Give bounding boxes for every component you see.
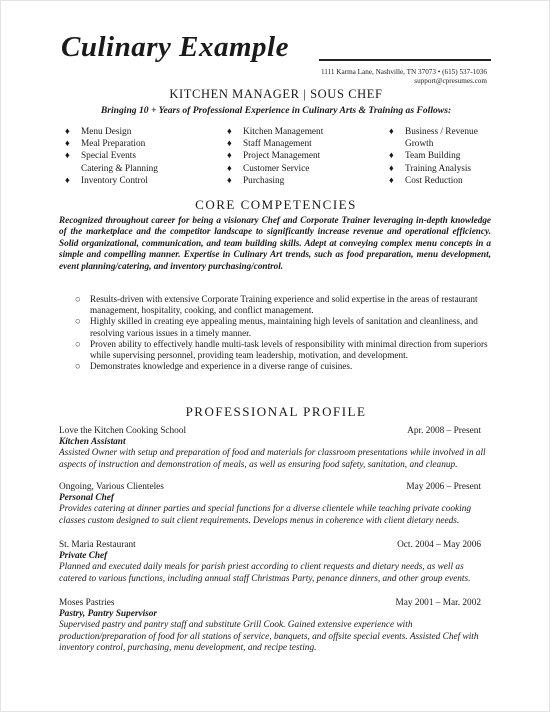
skill-item: ♦ Kitchen Management bbox=[227, 127, 324, 137]
job-dates: May 2006 – Present bbox=[406, 482, 481, 492]
competency-item: ○ Demonstrates knowledge and experience in a diverse range of cuisines. bbox=[75, 361, 353, 372]
skill-item: Catering & Planning bbox=[81, 163, 158, 174]
job-description: Provides catering at dinner parties and special functions for a diverse clientele while teaching private cooking classes custom designed to suit client requirements. Develops menus in coherence with client dietary needs. bbox=[59, 504, 471, 526]
job-entry bbox=[59, 540, 491, 585]
skill-item: Growth bbox=[405, 139, 434, 150]
skills-column-2 bbox=[227, 126, 323, 187]
job-headline: KITCHEN MANAGER | SOUS CHEF bbox=[169, 87, 383, 101]
skills-column-3 bbox=[389, 126, 478, 187]
job-description: Assisted Owner with setup and preparation of food and materials for classroom presentations while involved in all aspects of instruction and demonstration of meals, as well as ensuring food safety, sanitation, and cleanup. bbox=[59, 448, 486, 470]
job-title: Private Chef bbox=[59, 551, 108, 562]
skill-item: ♦ Customer Service bbox=[227, 163, 310, 174]
job-title: Personal Chef bbox=[59, 493, 115, 504]
competency-item: ○ Results-driven with extensive Corporate Training experience and solid expertise in the areas of restaurant management, hospitality, cooking, and conflict management. bbox=[75, 294, 478, 316]
name-underline bbox=[319, 59, 491, 61]
job-description: Planned and executed daily meals for parish priest according to client requests and dietary needs, as well as catered to various functions, including annual staff Christmas Party, penance dinners, and other group events. bbox=[59, 562, 471, 584]
job-employer: Ongoing, Various Clienteles bbox=[59, 482, 164, 492]
skill-item: ♦ Staff Management bbox=[227, 139, 312, 150]
skill-item: ♦ Inventory Control bbox=[65, 175, 148, 186]
bullet-icon: ♦ bbox=[227, 163, 232, 174]
job-employer: St. Maria Restaurant bbox=[59, 540, 136, 550]
contact-email: support@cpresumes.com bbox=[414, 76, 487, 85]
professional-profile-heading: PROFESSIONAL PROFILE bbox=[185, 404, 367, 419]
bullet-icon: ♦ bbox=[65, 175, 70, 186]
job-dates: May 2001 – Mar. 2002 bbox=[395, 598, 481, 608]
skill-item: ♦ Training Analysis bbox=[389, 163, 472, 174]
contact-address: 1111 Karma Lane, Nashville, TN 37073 • (615) 537-1036 bbox=[320, 68, 487, 76]
bullet-icon: ○ bbox=[75, 294, 81, 304]
bullet-icon: ♦ bbox=[389, 151, 394, 162]
job-dates: Oct. 2004 – May 2006 bbox=[397, 540, 481, 550]
skills-column-1 bbox=[65, 126, 158, 187]
bullet-icon: ♦ bbox=[65, 127, 70, 137]
competencies-summary: Recognized throughout career for being a visionary Chef and Corporate Trainer leveraging in-depth knowledge of the marketplace and the competitor landscape to significantly increase revenue and operational efficiency. Solid organizational, communication, and team building skills. Adept at conveying complex menu concepts in a simple and compelling manner. Expertise in Culinary Art trends, such as food preparation, menu development, event planning/catering, and inventory purchasing/control. bbox=[59, 215, 491, 271]
competency-item: ○ Proven ability to effectively handle multi-task levels of responsibility with minimal direction from superiors while supervising personnel, providing team leadership, motivation, and development. bbox=[75, 338, 488, 361]
job-entry bbox=[59, 598, 491, 654]
candidate-name: Culinary Example bbox=[61, 31, 289, 63]
bullet-icon: ○ bbox=[75, 338, 81, 349]
bullet-icon: ♦ bbox=[227, 175, 232, 186]
skill-item: ♦ Purchasing bbox=[227, 175, 285, 186]
contact-block bbox=[321, 68, 487, 85]
bullet-icon: ♦ bbox=[65, 139, 70, 150]
bullet-icon: ♦ bbox=[389, 175, 394, 186]
bullet-icon: ♦ bbox=[227, 127, 232, 137]
job-entry bbox=[59, 426, 491, 471]
job-entry bbox=[59, 482, 491, 527]
bullet-icon: ○ bbox=[75, 361, 81, 372]
bullet-icon: ♦ bbox=[65, 151, 70, 162]
job-description: Supervised pastry and pantry staff and substitute Grill Cook. Gained extensive experience with production/preparation of food for all stations of service, banquets, and offsite special events. Assisted Chef with inventory control, purchasing, menu development, and recipe testing. bbox=[59, 620, 479, 653]
skill-item: ♦ Cost Reduction bbox=[389, 175, 463, 186]
skill-item: ♦ Team Building bbox=[389, 151, 461, 162]
skill-item: ♦ Menu Design bbox=[65, 127, 132, 137]
bullet-icon: ♦ bbox=[389, 127, 394, 137]
job-title: Pastry, Pantry Supervisor bbox=[59, 609, 158, 620]
job-employer: Love the Kitchen Cooking School bbox=[59, 426, 187, 436]
bullet-icon: ♦ bbox=[389, 163, 394, 174]
core-competencies-heading: CORE COMPETENCIES bbox=[195, 197, 357, 212]
skill-item: ♦ Special Events bbox=[65, 151, 136, 162]
competencies-bullets bbox=[73, 294, 491, 372]
job-dates: Apr. 2008 – Present bbox=[407, 426, 481, 436]
bullet-icon: ♦ bbox=[227, 139, 232, 150]
bullet-icon: ○ bbox=[75, 316, 81, 327]
tagline: Bringing 10 + Years of Professional Experience in Culinary Arts & Training as Follows: bbox=[100, 105, 452, 116]
skill-item: ♦ Meal Preparation bbox=[65, 139, 146, 150]
skill-item: ♦ Business / Revenue bbox=[389, 127, 478, 137]
bullet-icon: ♦ bbox=[227, 151, 232, 162]
competency-item: ○ Highly skilled in creating eye appealing menus, maintaining high levels of sanitation and cleanliness, and resolving various issues in a timely manner. bbox=[75, 316, 478, 338]
job-title: Kitchen Assistant bbox=[59, 437, 126, 448]
job-employer: Moses Pastries bbox=[59, 598, 115, 608]
skill-item: ♦ Project Management bbox=[227, 151, 321, 162]
